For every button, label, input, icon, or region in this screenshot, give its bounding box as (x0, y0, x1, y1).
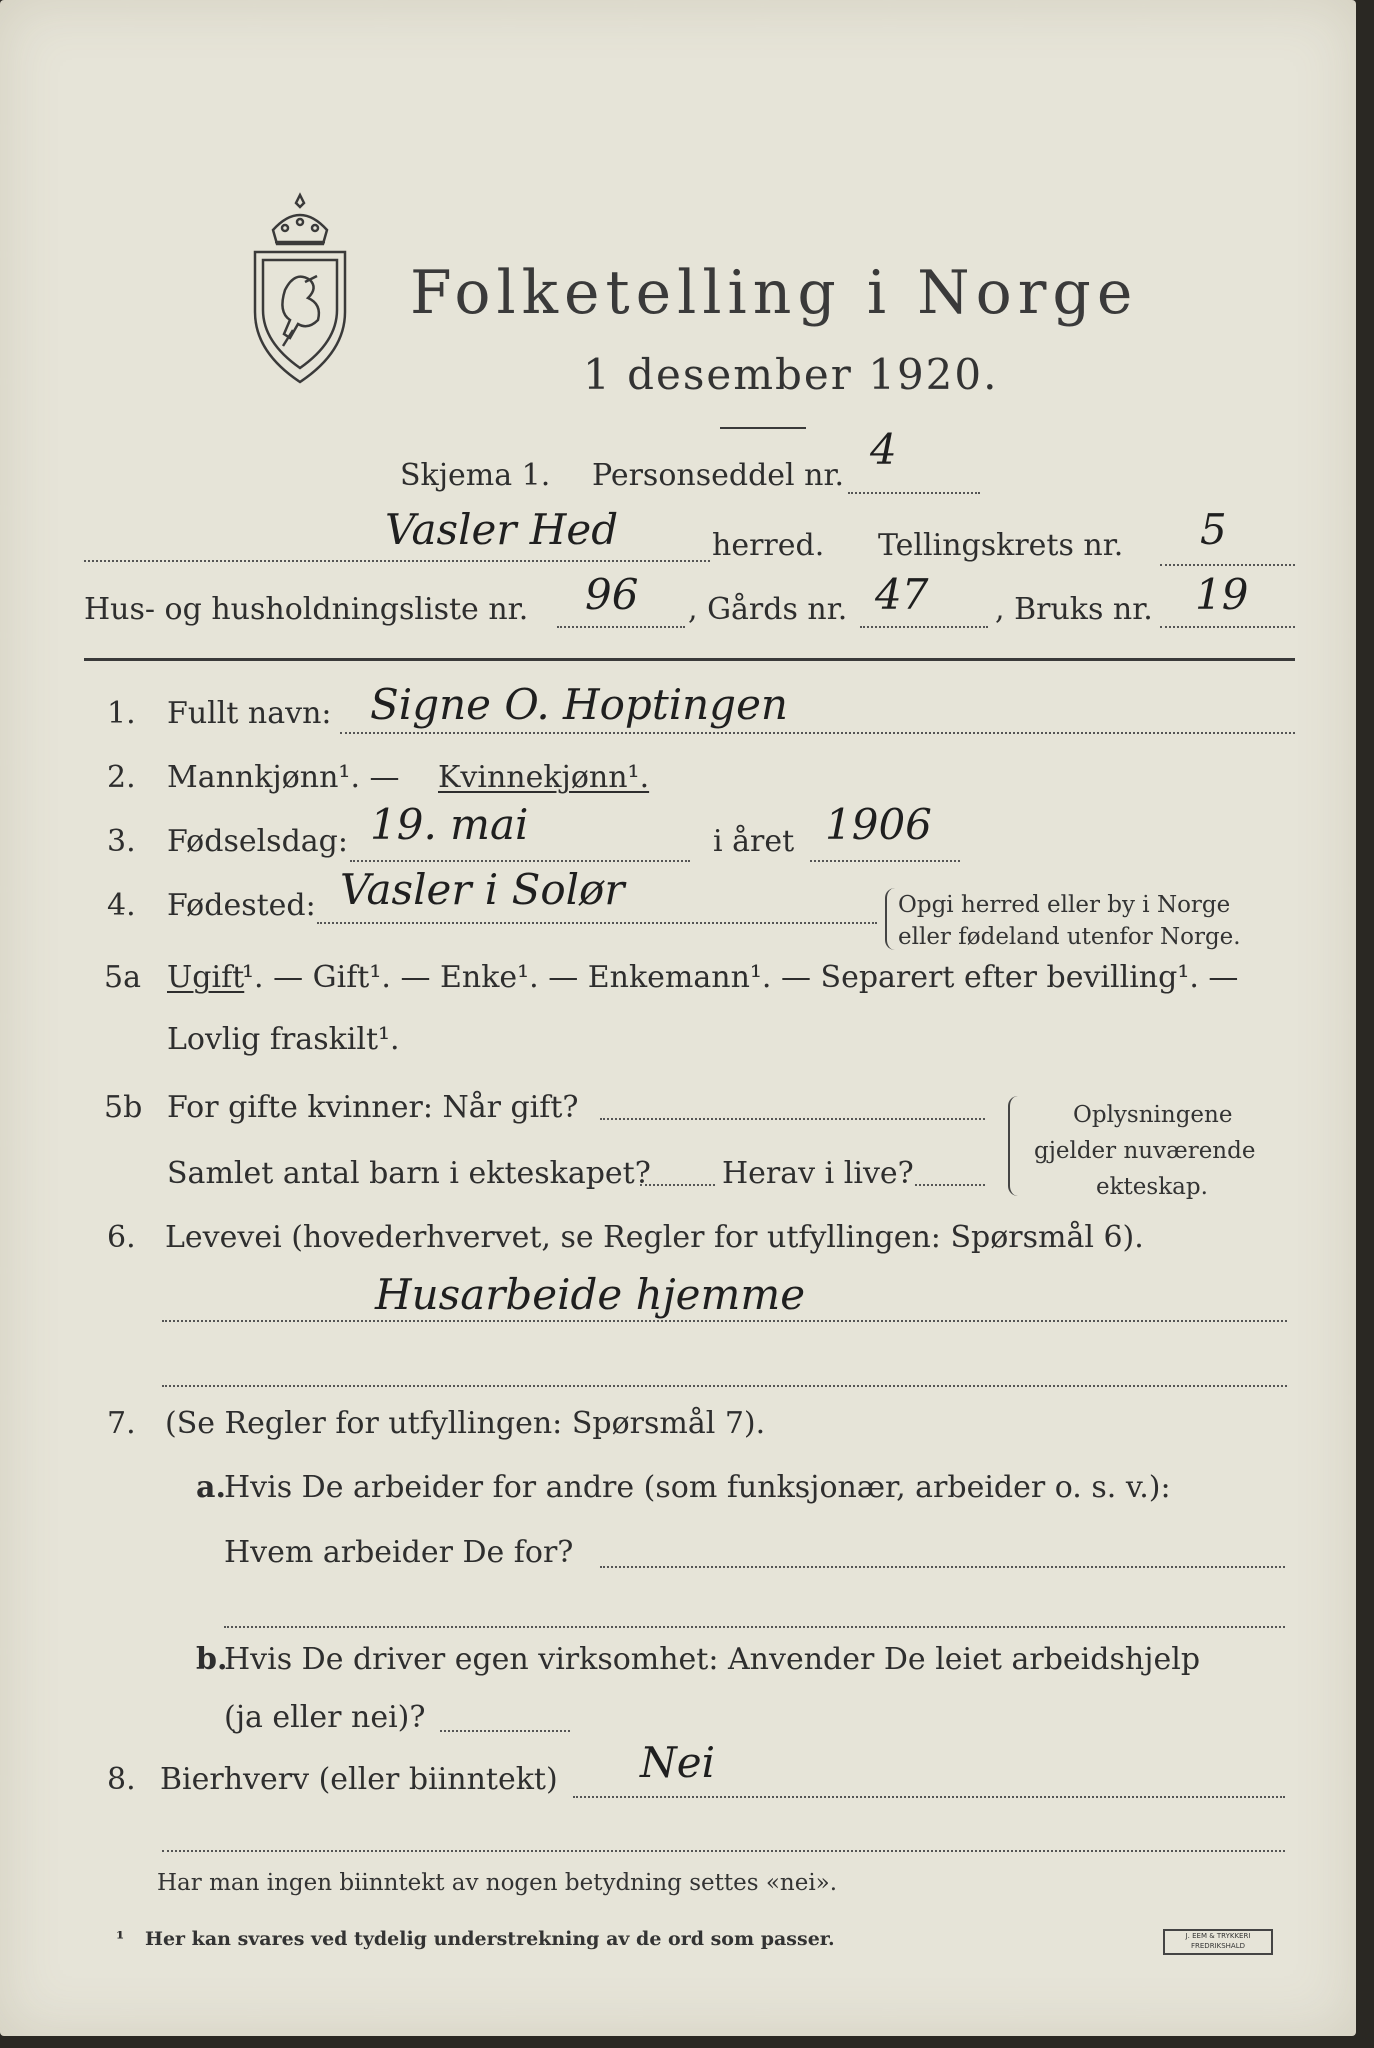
q5b-note-line1: Oplysningene (1073, 1102, 1233, 1128)
q7-label: (Se Regler for utfyllingen: Spørsmål 7). (165, 1406, 766, 1441)
q7a-letter: a. (196, 1470, 226, 1505)
tellingskrets-label: Tellingskrets nr. (878, 528, 1124, 563)
form-title: Folketelling i Norge (410, 258, 1139, 328)
q5b-number: 5b (104, 1090, 143, 1125)
q2-male: Mannkjønn¹. — (167, 760, 400, 795)
q7-number: 7. (107, 1406, 136, 1441)
footer-note: Har man ingen biinntekt av nogen betydning settes «nei». (157, 1870, 838, 1896)
q7b-line1: Hvis De driver egen virksomhet: Anvender De leiet arbeidshjelp (224, 1642, 1201, 1677)
gards-value: 47 (875, 570, 929, 619)
q5b-note-line3: ekteskap. (1096, 1174, 1208, 1200)
q5b-line2a: Samlet antal barn i ekteskapet? (167, 1156, 651, 1191)
q8-number: 8. (107, 1762, 136, 1797)
q1-label: Fullt navn: (167, 696, 332, 731)
printer-stamp: J. EEM & TRYKKERI FREDRIKSHALD (1163, 1929, 1273, 1955)
q4-number: 4. (107, 888, 136, 923)
q7a-line1: Hvis De arbeider for andre (som funksjonær, arbeider o. s. v.): (224, 1470, 1171, 1505)
q5a-ugift: Ugift (167, 960, 245, 995)
census-date: 1 desember 1920. (583, 350, 999, 399)
q6-label: Levevei (hovederhvervet, se Regler for utfyllingen: Spørsmål 6). (165, 1220, 1144, 1255)
bruks-value: 19 (1195, 570, 1249, 619)
coat-of-arms-icon (245, 190, 355, 390)
skjema-label: Skjema 1. (400, 458, 551, 493)
bruks-label: , Bruks nr. (995, 592, 1153, 627)
q2-number: 2. (107, 760, 136, 795)
q1-number: 1. (107, 696, 136, 731)
q8-label: Bierhverv (eller biinntekt) (160, 1762, 558, 1797)
q5a-number: 5a (104, 960, 141, 995)
q5a-fraskilt: Lovlig fraskilt¹. (167, 1022, 400, 1057)
q4-note-line2: eller fødeland utenfor Norge. (898, 924, 1241, 950)
hus-label: Hus- og husholdningsliste nr. (84, 592, 529, 627)
personseddel-label: Personseddel nr. (592, 458, 845, 493)
q5b-line1: For gifte kvinner: Når gift? (167, 1090, 579, 1125)
q5b-line2b: Herav i live? (722, 1156, 914, 1191)
q5a-options: ¹. — Gift¹. — Enke¹. — Enkemann¹. — Separert efter bevilling¹. — (242, 960, 1239, 995)
q4-label: Fødested: (167, 888, 316, 923)
q5b-note-line2: gjelder nuværende (1034, 1138, 1256, 1164)
q7b-line2: (ja eller nei)? (224, 1700, 426, 1735)
q3-year-label: i året (713, 824, 795, 859)
gards-label: , Gårds nr. (688, 592, 848, 627)
occupation-value: Husarbeide hjemme (375, 1270, 806, 1319)
footnote-text: Her kan svares ved tydelig understrekning av de ord som passer. (145, 1928, 835, 1950)
personseddel-value: 4 (870, 425, 897, 474)
footnote-mark: ¹ (116, 1928, 125, 1950)
herred-value: Vasler Hed (385, 505, 619, 554)
birth-year-value: 1906 (825, 800, 932, 849)
birthplace-value: Vasler i Solør (340, 865, 625, 914)
hus-value: 96 (585, 570, 639, 619)
q7b-letter: b. (196, 1642, 228, 1677)
tellingskrets-value: 5 (1200, 505, 1227, 554)
side-income-value: Nei (640, 1738, 716, 1787)
q4-note-line1: Opgi herred eller by i Norge (898, 892, 1231, 918)
birthday-value: 19. mai (370, 800, 529, 849)
q3-label: Fødselsdag: (167, 824, 348, 859)
full-name-value: Signe O. Hoptingen (370, 680, 788, 729)
q2-female: Kvinnekjønn¹. (438, 760, 650, 795)
herred-label: herred. (712, 528, 825, 563)
q7a-line2: Hvem arbeider De for? (224, 1535, 574, 1570)
q3-number: 3. (107, 824, 136, 859)
q6-number: 6. (107, 1220, 136, 1255)
